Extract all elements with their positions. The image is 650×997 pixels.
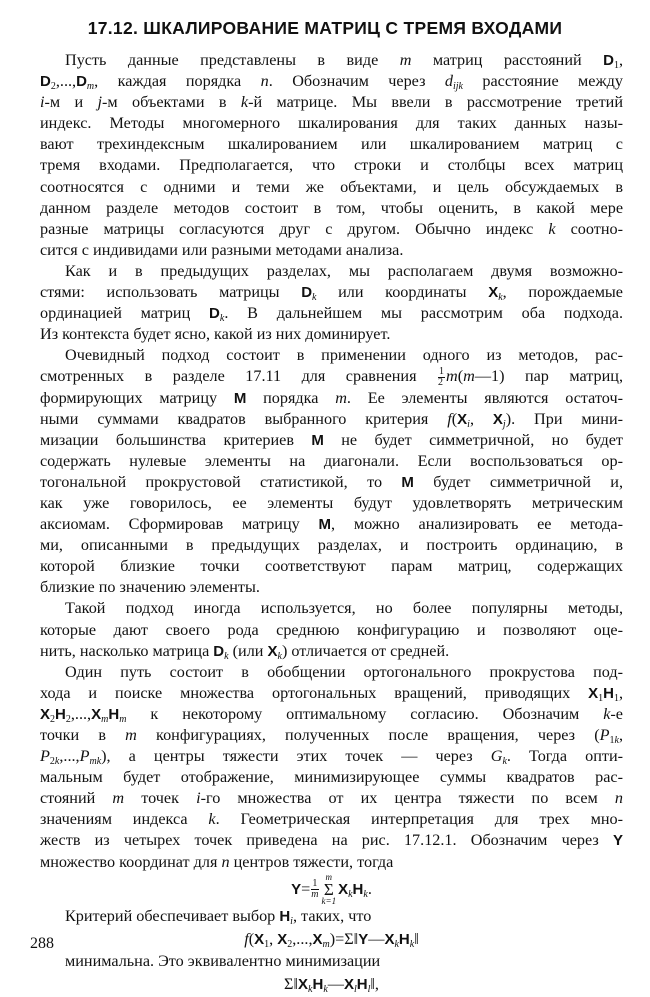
text-line: ными суммами квадратов выбранного критерия $f(X_i$, $X_j$). При мини-: [40, 409, 623, 430]
fraction-one-over-m: $\frac{1}{m}$: [311, 878, 319, 901]
text-line: Критерий обеспечивает выбор $H_i$, таких, что: [65, 906, 372, 927]
text-line: данном разделе методов состоит в том, чтобы оценить, в какой мере: [40, 198, 623, 217]
text-line: близкие по значению элементы.: [40, 578, 260, 597]
text-line: тремя входами. Предполагается, что строки и столбцы всех матриц: [40, 156, 623, 175]
paragraph-3: [40, 345, 623, 598]
paragraph-6: [40, 906, 623, 927]
text-line: содержать нулевые элементы на диагонали. Если воспользоваться ор-: [40, 451, 623, 470]
text-line: которой близкие точки соответствуют парам матриц, содержащих: [40, 557, 623, 576]
text-line: Один путь состоит в обобщении ортогонального прокрустова под-: [65, 662, 623, 681]
body-text: [40, 50, 623, 996]
text-line: Из контекста будет ясно, какой из них доминирует.: [40, 325, 391, 344]
formula-criterion: $f(X_1$, $X_2,...,X_m)=\Sigma‖Y—X_kH_k‖$: [244, 929, 419, 950]
text-line: минимальна. Это эквивалентно минимизации: [65, 951, 381, 970]
text-line: Как и в предыдущих разделах, мы располагаем двумя возможно-: [65, 261, 623, 280]
text-line: тогональной прокрустовой статистикой, то M будет симметричной и,: [40, 472, 623, 491]
text-line: хода и поиске множества ортогональных вращений, приводящих $X_1H_1$,: [40, 683, 623, 704]
text-line: стояний m точек i-го множества от их центра тяжести по всем n: [40, 789, 624, 808]
text-line: ми, описанными в предыдущих разделах, и построить ординацию, в: [40, 536, 623, 555]
paragraph-1: [40, 50, 623, 261]
text-line: нить, насколько матрица $D_k$ (или $X_k$) отличается от средней.: [40, 641, 450, 662]
text-line: значениям индекса k. Геометрическая интерпретация для трех мно-: [40, 810, 623, 829]
text-line: сится с индивидами или разными методами анализа.: [40, 240, 404, 259]
text-line: индекс. Методы многомерного шкалирования для таких данных назы-: [40, 114, 623, 133]
fraction-half: $\frac{1}{2}$: [438, 366, 445, 389]
text-line: $D_2,...,D_m$, каждая порядка n. Обозначим через $d_{ijk}$ расстояние между: [40, 72, 624, 93]
text-line: которые дают своего рода среднюю конфигурацию и позволяют оце-: [40, 620, 623, 639]
paragraph-4: [40, 598, 623, 661]
paragraph-5: [40, 662, 623, 873]
paragraph-7: [40, 951, 623, 972]
text-line: жеств из четырех точек приведена на рис. 17.12.1. Обозначим через Y: [40, 831, 623, 850]
text-line: $X_2H_2,...,X_mH_m$ к некоторому оптимальному согласию. Обозначим k-е: [40, 704, 623, 725]
text-line: Такой подход иногда используется, но более популярны методы,: [65, 599, 623, 618]
paragraph-2: [40, 261, 623, 345]
page-number: 288: [30, 935, 54, 952]
text-line: $P_{2k},...,P_{mk}$), а центры тяжести этих точек — через $G_k$. Тогда опти-: [40, 747, 623, 768]
text-line: Пусть данные представлены в виде m матриц расстояний $D_1$,: [65, 51, 623, 71]
text-line: смотренных в разделе 17.11 для сравнения $\frac{1}{2}$ m(m—1) пар матриц,: [40, 366, 624, 389]
text-line: мальным будет отображение, минимизирующее суммы квадратов рас-: [40, 768, 623, 787]
formula-pairwise: $\Sigma‖X_kH_k—X_lH_l‖$,: [284, 974, 379, 995]
text-line: точки в m конфигурациях, полученных после вращения, через ($P_{1k}$,: [40, 726, 623, 746]
text-line: i-м и j-м объектами в k-й матрице. Мы ввели в рассмотрение третий: [40, 93, 623, 112]
sum-symbol: m Σ k=1: [321, 872, 337, 907]
text-line: аксиомам. Сформировав матрицу M, можно анализировать ее метода-: [40, 515, 623, 534]
text-line: множество координат для n центров тяжести, тогда: [40, 852, 394, 871]
text-line: как уже говорилось, ее элементы будут удовлетворять метрическим: [40, 493, 623, 512]
text-line: ординацией матриц $D_k$. В дальнейшем мы рассмотрим оба подхода.: [40, 304, 624, 325]
text-line: вают трехиндексным шкалированием или шкалированием матриц с: [40, 135, 623, 154]
section-heading: 17.12. ШКАЛИРОВАНИЕ МАТРИЦ С ТРЕМЯ ВХОДАМИ: [87, 18, 563, 38]
text-line: соотносятся с одними и теми же объектами, и цель обсуждаемых в: [40, 177, 623, 196]
text-line: формирующих матрицу M порядка m. Ее элементы являются остаточ-: [40, 388, 624, 407]
text-line: мизации большинства критериев M не будет симметричной, но будет: [40, 430, 623, 449]
text-line: Очевидный подход состоит в применении одного из методов, рас-: [65, 346, 623, 365]
text-line: стями: использовать матрицы $D_k$ или координаты $X_k$, порождаемые: [40, 283, 623, 304]
formula-centroid: Y= $\frac{1}{m}$ m Σ k=1 $X_kH_k$.: [291, 872, 372, 907]
text-line: разные матрицы согласуются друг с другом. Обычно индекс k соотно-: [40, 219, 623, 238]
